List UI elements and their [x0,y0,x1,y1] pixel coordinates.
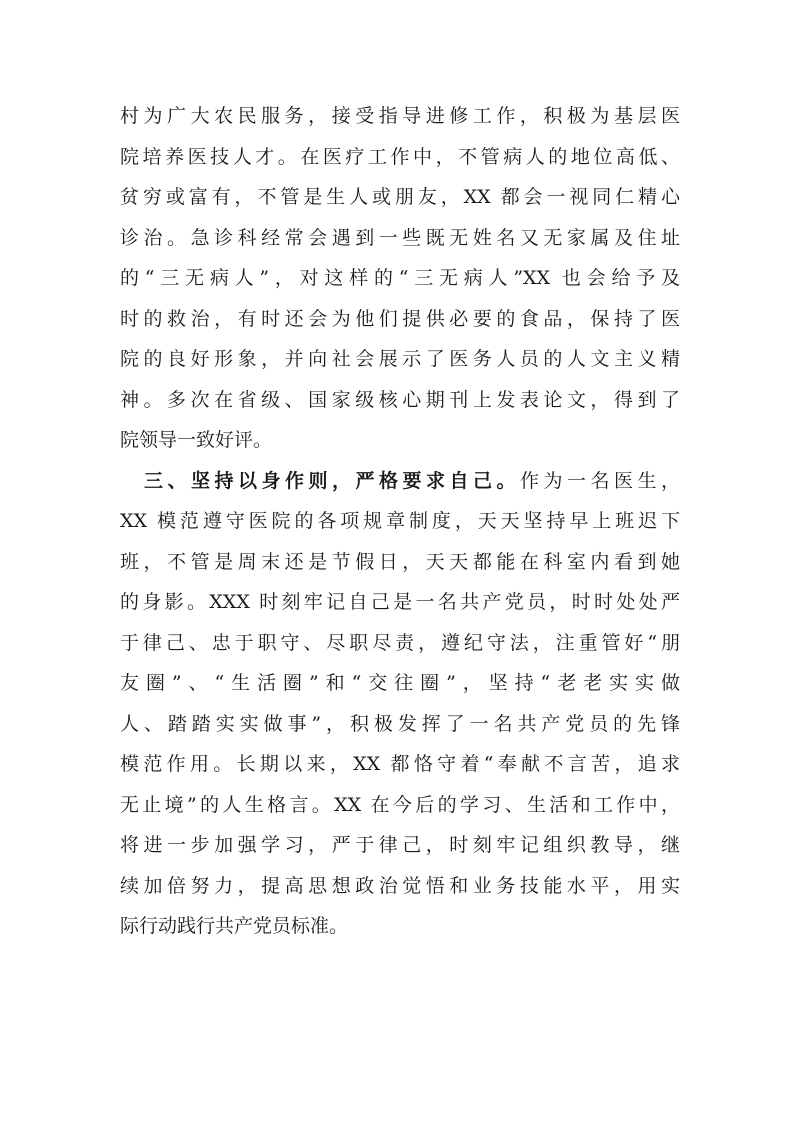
text-line: 无止境”的人生格言。XX 在今后的学习、生活和工作中， [120,793,680,816]
text-line: 际行动践行共产党员标准。 [120,915,349,937]
text-line: 班，不管是周末还是节假日，天天都能在科室内看到她 [120,550,680,573]
text-line: 人、踏踏实实做事”，积极发挥了一名共产党员的先锋 [120,712,680,735]
text-line: 模范作用。长期以来，XX 都恪守着“奉献不言苦，追求 [120,753,680,775]
text-line: 院领导一致好评。 [120,429,273,451]
text-line: 贫穷或富有，不管是生人或朋友，XX 都会一视同仁精心 [120,186,680,208]
text-line: 村为广大农民服务，接受指导进修工作，积极为基层医 [120,105,680,127]
text-line: 续加倍努力，提高思想政治觉悟和业务技能水平，用实 [120,874,680,897]
document-body [120,96,680,947]
text-line: 友圈”、“生活圈”和“交往圈”，坚持“老老实实做 [120,672,680,694]
section-heading-continuation: 作为一名医生， [519,469,680,492]
text-line: 诊治。急诊科经常会遇到一些既无姓名又无家属及住址 [120,226,680,249]
text-line: 时的救治，有时还会为他们提供必要的食品，保持了医 [120,307,680,330]
text-line: 院培养医技人才。在医疗工作中，不管病人的地位高低、 [120,145,680,168]
section-first-line [120,461,680,502]
paragraph-2 [120,461,680,947]
paragraph-1 [120,96,680,461]
text-line: XX 模范遵守医院的各项规章制度，天天坚持早上班迟下 [120,510,680,532]
section-heading: 三、坚持以身作则，严格要求自己。 [144,469,520,492]
text-line: 院的良好形象，并向社会展示了医务人员的人文主义精 [120,348,680,370]
text-line: 神。多次在省级、国家级核心期刊上发表论文，得到了 [120,388,680,411]
text-line: 的身影。XXX 时刻牢记自己是一名共产党员，时时处处严 [120,591,680,613]
text-line: 于律己、忠于职守、尽职尽责，遵纪守法，注重管好“朋 [120,631,680,654]
text-line: 将进一步加强学习，严于律己，时刻牢记组织教导，继 [120,834,680,856]
text-line: 的“三无病人”，对这样的“三无病人”XX 也会给予及 [120,267,680,289]
